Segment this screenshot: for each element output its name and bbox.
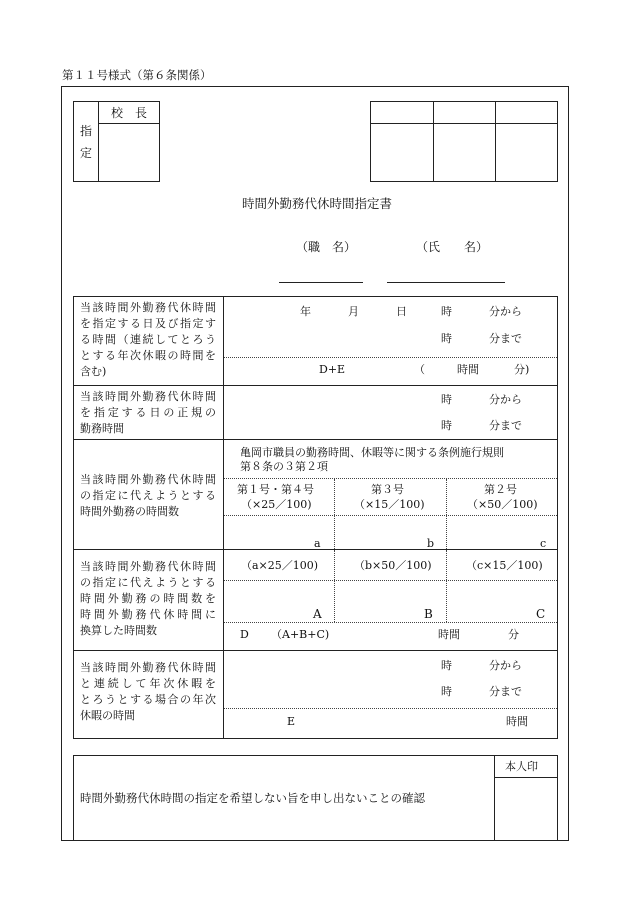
personal-seal-area[interactable] (495, 778, 557, 840)
col2-var-b: b (427, 537, 435, 550)
row1-label: 当該時間外勤務代休時間 を指定する日及び指定す る時間（連続してとろう とする年次休暇の時間を 含む) (80, 301, 216, 378)
row5-label: 当該時間外勤務代休時間 と連続して年次休暇を とろうとする場合の年次 休暇の時間 (80, 661, 216, 722)
row1-month: 月 (348, 305, 359, 318)
row1-hour-from: 時 (441, 305, 452, 318)
row4-total-hours: 時間 (438, 628, 460, 641)
row1-minute-from: 分から (489, 305, 522, 318)
name-field-line[interactable] (387, 282, 505, 283)
row2-minute-from: 分から (489, 393, 522, 406)
name-label: （氏 名） (416, 240, 489, 254)
col1-var-a: a (314, 537, 321, 550)
row2-minute-to: 分まで (489, 419, 522, 432)
designation-label-1: 指 (80, 124, 93, 138)
col1-formula: （a×25／100) (241, 559, 319, 572)
approval-cell-2[interactable] (434, 124, 494, 181)
position-label: （職 名） (296, 240, 357, 254)
row2-label: 当該時間外勤務代休時間 を指定する日の正規の 勤務時間 (80, 390, 216, 435)
row2-hour-from: 時 (441, 393, 452, 406)
col2-var-B: B (424, 607, 433, 621)
confirmation-text: 時間外勤務代休時間の指定を希望しない旨を申し出ないことの確認 (80, 791, 425, 805)
row4-total-formula: （A+B+C) (271, 628, 330, 641)
col1-head: 第１号・第４号 (237, 483, 314, 496)
form-number: 第１１号様式（第６条関係） (62, 68, 212, 82)
row5-hour-to: 時 (441, 685, 452, 698)
designation-label-2: 定 (80, 146, 93, 160)
col3-rate: （×50／100) (467, 498, 538, 511)
row1-day: 日 (396, 305, 407, 318)
col3-head: 第２号 (484, 483, 517, 496)
row5-total-hours: 時間 (506, 715, 528, 728)
col1-rate: （×25／100) (241, 498, 312, 511)
row4-total-minutes: 分 (508, 628, 519, 641)
row5-minute-to: 分まで (489, 685, 522, 698)
principal-seal-area[interactable] (99, 124, 159, 181)
approval-cell-3[interactable] (496, 124, 557, 181)
row5-total-var: E (287, 715, 296, 728)
row1-total-minutes: 分) (514, 363, 530, 376)
rule-reference-line1: 亀岡市職員の勤務時間、休暇等に関する条例施行規則 (240, 446, 504, 459)
row4-total-var: D (240, 628, 249, 641)
row1-minute-to: 分まで (489, 332, 522, 345)
approval-cell-1[interactable] (371, 124, 432, 181)
row2-hour-to: 時 (441, 419, 452, 432)
col3-formula: （c×15／100) (466, 559, 543, 572)
row5-hour-from: 時 (441, 659, 452, 672)
col2-rate: （×15／100) (354, 498, 425, 511)
position-field-line[interactable] (279, 282, 363, 283)
row1-total-hours: 時間 (457, 363, 479, 376)
personal-seal-header: 本人印 (505, 760, 538, 773)
row1-total-open: （ (414, 363, 425, 376)
row1-year: 年 (300, 305, 311, 318)
row3-label: 当該時間外勤務代休時間 の指定に代えようとする 時間外勤務の時間数 (80, 473, 216, 518)
col1-var-A: A (313, 607, 322, 621)
row1-hour-to: 時 (441, 332, 452, 345)
row1-total-formula: D+E (319, 363, 346, 376)
rule-reference-line2: 第８条の３第２項 (240, 460, 328, 473)
col2-head: 第３号 (371, 483, 404, 496)
col3-var-c: c (540, 537, 547, 550)
document-title: 時間外勤務代休時間指定書 (242, 196, 393, 211)
row4-label: 当該時間外勤務代休時間 の指定に代えようとする 時間外勤務の時間数を 時間外勤務代休時間に 換算した時間数 (80, 560, 216, 637)
col2-formula: （b×50／100) (354, 559, 432, 572)
principal-header: 校 長 (111, 106, 148, 120)
row5-minute-from: 分から (489, 659, 522, 672)
col3-var-C: C (536, 607, 546, 621)
